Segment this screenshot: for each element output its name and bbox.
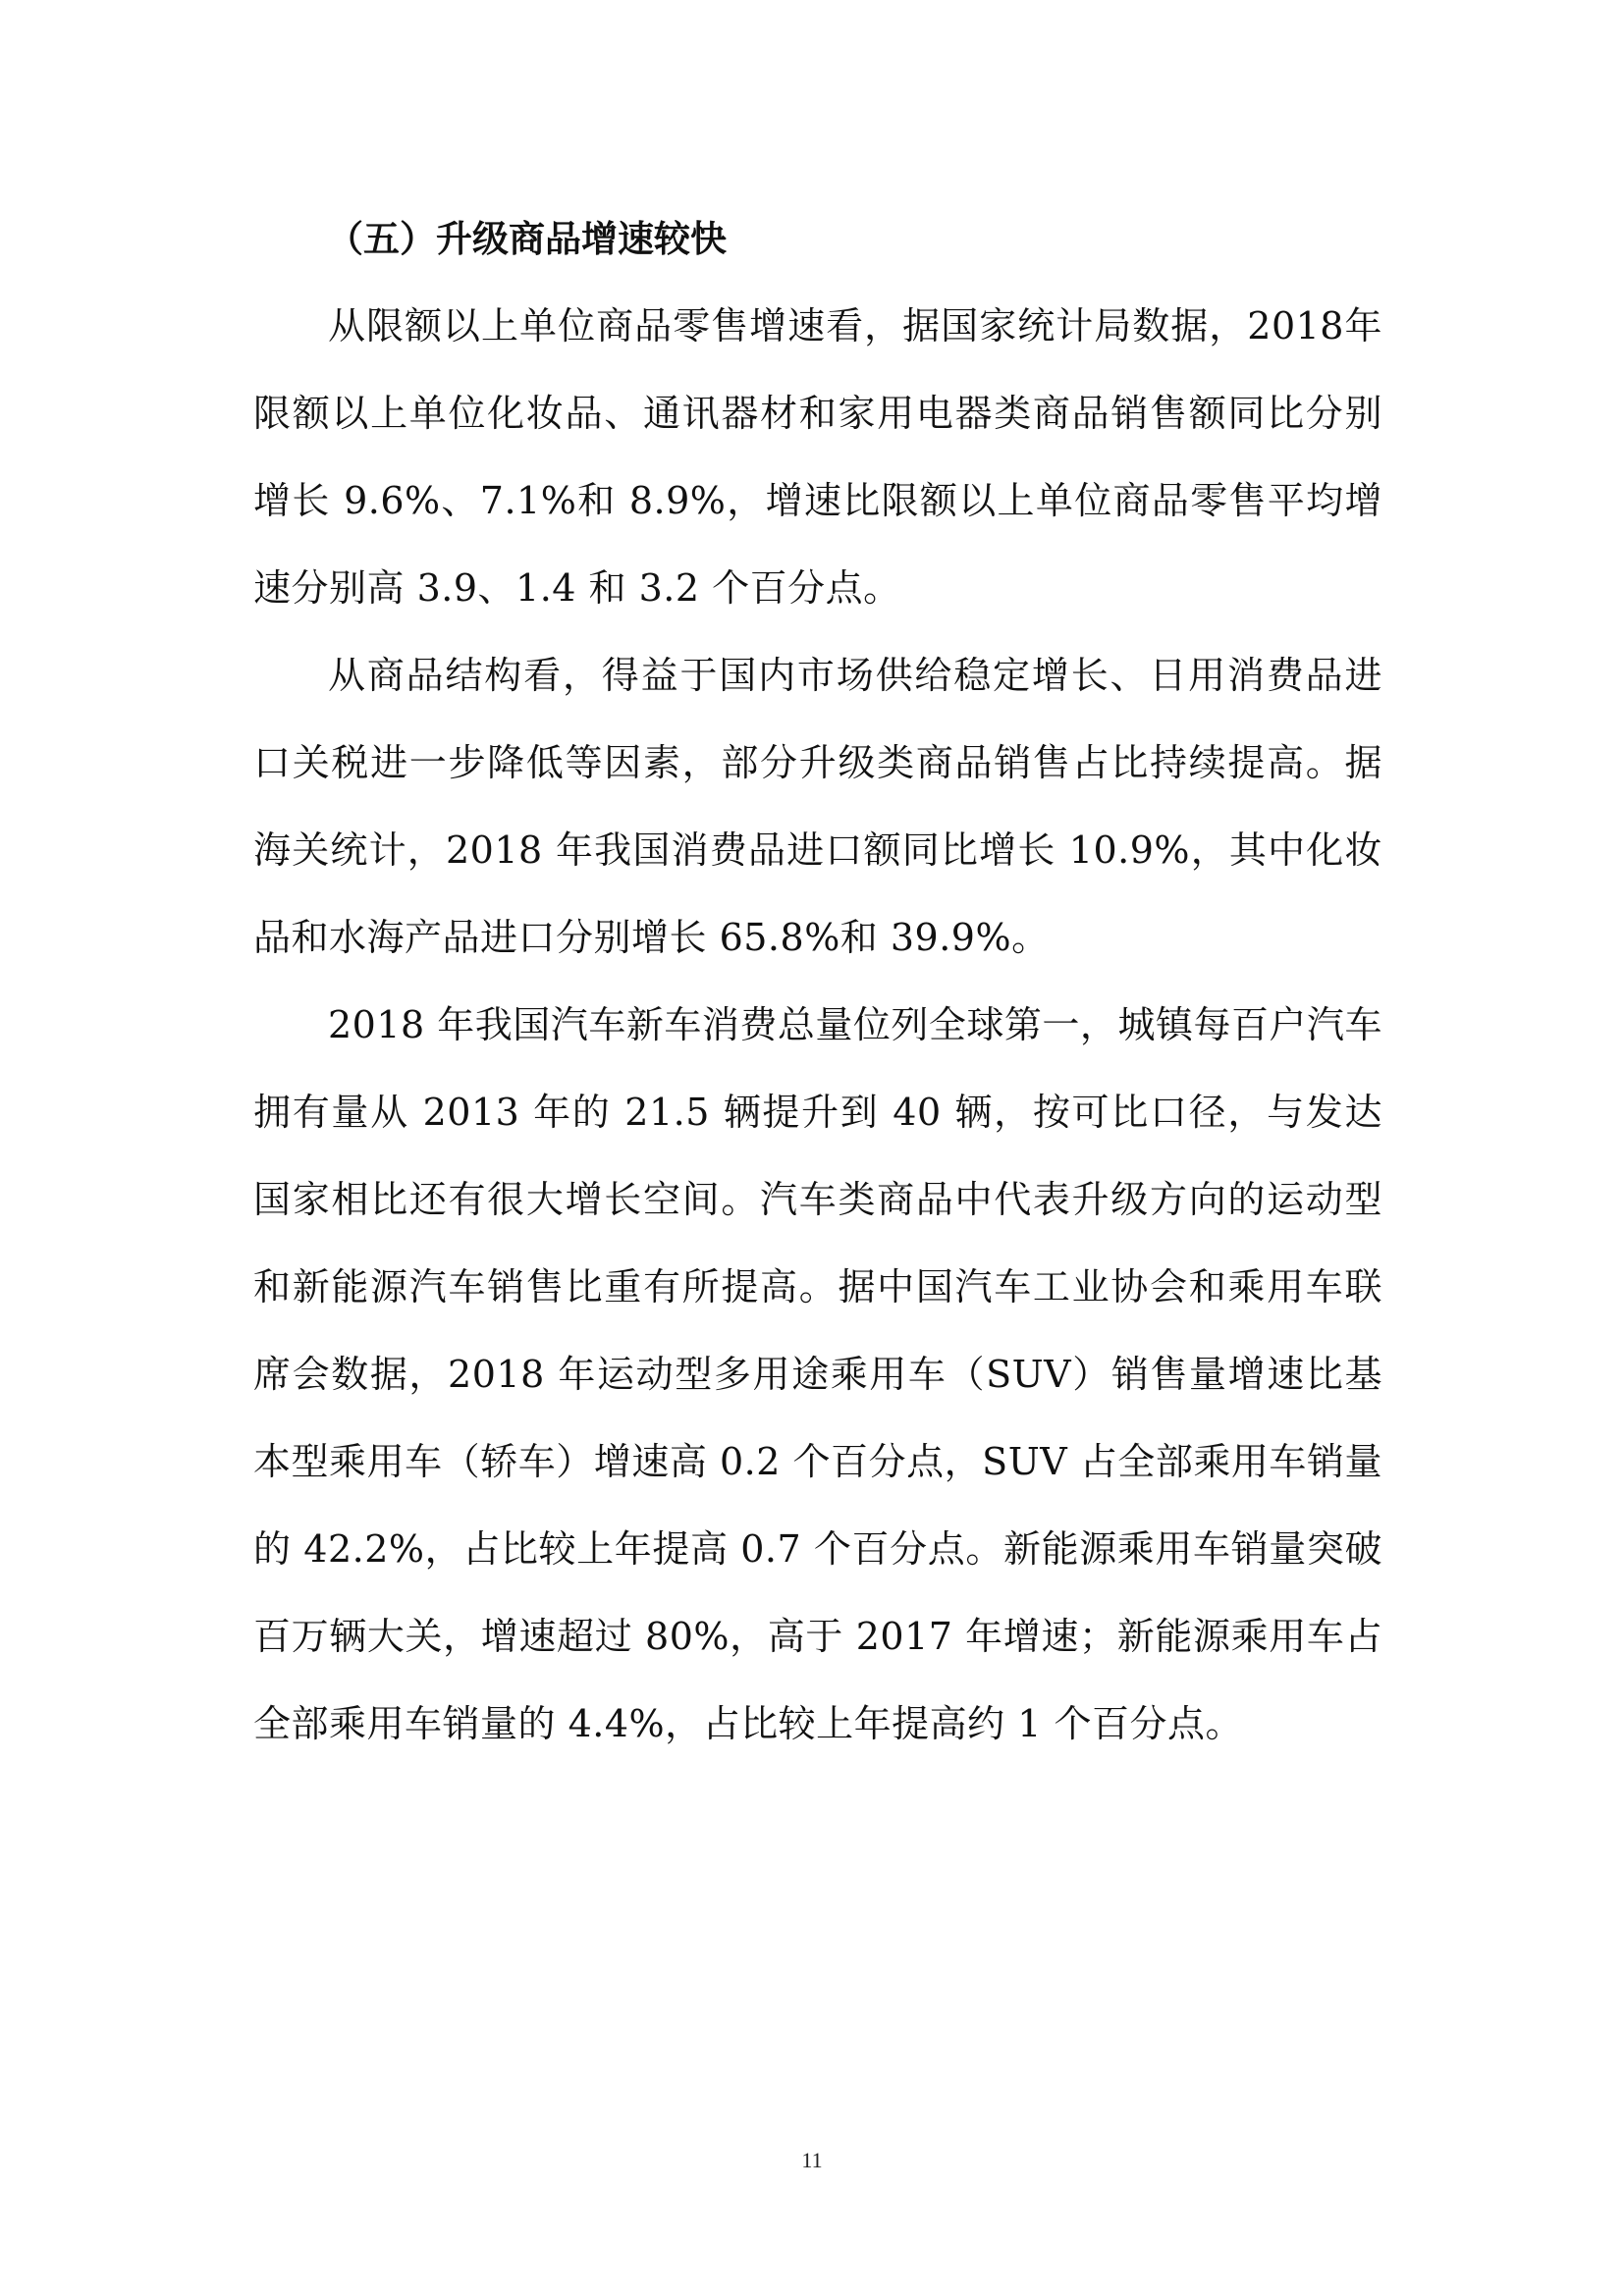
page-body — [253, 208, 1382, 1768]
section-heading: （五）升级商品增速较快 — [327, 218, 727, 260]
page-number: 11 — [801, 2148, 823, 2172]
paragraph-retail-growth: 从限额以上单位商品零售增速看，据国家统计局数据，2018年限额以上单位化妆品、通讯器材和家用电器类商品销售额同比分别增长 9.6%、7.1%和 8.9%，增速比限额以上单位商品零售平均增速分别高 3.9、1.4 和 3.2 个百分点。 — [253, 304, 1382, 610]
paragraph-product-structure: 从商品结构看，得益于国内市场供给稳定增长、日用消费品进口关税进一步降低等因素，部分升级类商品销售占比持续提高。据海关统计，2018 年我国消费品进口额同比增长 10.9%，其中化妆品和水海产品进口分别增长 65.8%和 39.9%。 — [253, 654, 1382, 959]
paragraph-automobile: 2018 年我国汽车新车消费总量位列全球第一，城镇每百户汽车拥有量从 2013 年的 21.5 辆提升到 40 辆，按可比口径，与发达国家相比还有很大增长空间。汽车类商品中代表升级方向的运动型和新能源汽车销售比重有所提高。据中国汽车工业协会和乘用车联席会数据，2018 年运动型多用途乘用车（SUV）销售量增速比基本型乘用车（轿车）增速高 0.2 个百分点，SUV 占全部乘用车销量的 42.2%，占比较上年提高 0.7 个百分点。新能源乘用车销量突破百万辆大关，增速超过 80%，高于 2017 年增速；新能源乘用车占全部乘用车销量的 4.4%，占比较上年提高约 1 个百分点。 — [253, 1003, 1382, 1745]
